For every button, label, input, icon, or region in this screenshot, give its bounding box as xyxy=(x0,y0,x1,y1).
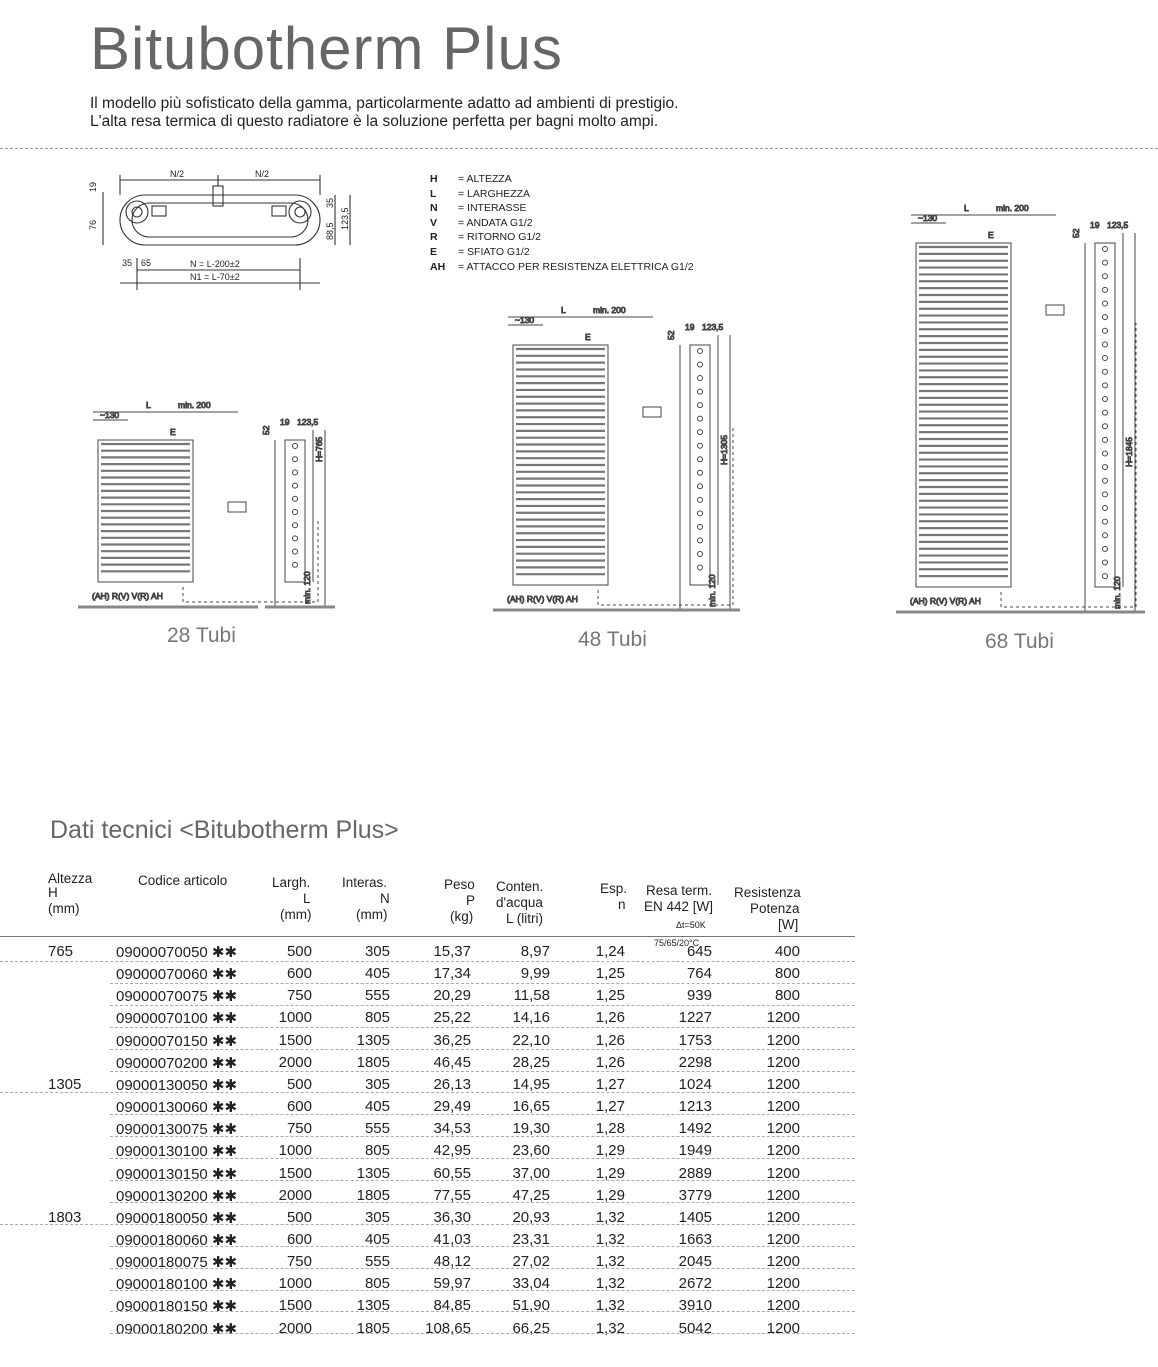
cell-c: 27,02 xyxy=(512,1253,550,1271)
label-123: 123,5 xyxy=(702,322,724,332)
cell-w: 1200 xyxy=(766,1009,800,1027)
hdr-peso-1: Peso xyxy=(444,877,475,892)
label-19: 19 xyxy=(280,417,290,427)
table-row xyxy=(0,1203,1158,1225)
cell-e: 1,26 xyxy=(595,1053,625,1071)
cell-r: 1024 xyxy=(678,1075,712,1093)
cell-r: 939 xyxy=(686,987,712,1005)
hdr-resa-4: 75/65/20°C xyxy=(654,938,700,948)
table-row xyxy=(0,1071,1158,1093)
legend-text: = ANDATA G1/2 xyxy=(458,216,533,229)
cell-c: 28,25 xyxy=(512,1053,550,1071)
cell-w: 400 xyxy=(774,943,800,960)
cell-p: 59,97 xyxy=(433,1275,471,1293)
label-min200: min. 200 xyxy=(593,305,626,315)
cell-p: 17,34 xyxy=(433,965,471,983)
cell-r: 764 xyxy=(686,965,712,983)
label-min120: min. 120 xyxy=(302,571,312,604)
cell-code: 09000180060 ✱✱ xyxy=(116,1231,238,1249)
hdr-esp-1: Esp. xyxy=(600,881,628,896)
cell-c: 20,93 xyxy=(512,1208,550,1226)
cell-code: 09000070200 ✱✱ xyxy=(116,1054,238,1072)
cell-p: 60,55 xyxy=(433,1164,471,1182)
cell-c: 19,30 xyxy=(512,1120,550,1138)
label-52: 52 xyxy=(1071,228,1081,238)
hdr-resa-3: Δt=50K xyxy=(676,920,706,930)
cell-w: 1200 xyxy=(766,1031,800,1049)
cell-l: 750 xyxy=(286,1253,312,1271)
cell-e: 1,27 xyxy=(595,1075,625,1093)
legend-key: L xyxy=(430,187,437,200)
cell-c: 14,16 xyxy=(512,1009,550,1027)
cell-l: 600 xyxy=(286,965,312,983)
dim-65: 65 xyxy=(141,258,152,268)
legend-text: = SFIATO G1/2 xyxy=(458,245,530,258)
table-row xyxy=(0,1093,1158,1115)
radiator-drawing-28 xyxy=(78,400,335,607)
cell-r: 1492 xyxy=(678,1120,712,1138)
cell-e: 1,26 xyxy=(595,1031,625,1049)
cell-n: 805 xyxy=(364,1142,390,1160)
legend-text: = ALTEZZA xyxy=(458,173,512,185)
cell-c: 37,00 xyxy=(512,1164,550,1182)
legend-key: AH xyxy=(430,260,446,273)
hdr-resa-1: Resa term. xyxy=(646,883,713,898)
cell-p: 36,30 xyxy=(433,1208,471,1226)
hdr-codice: Codice articolo xyxy=(138,873,228,888)
cell-l: 750 xyxy=(286,987,312,1005)
hdr-largh-2: L xyxy=(303,891,311,906)
cell-w: 1200 xyxy=(766,1297,800,1315)
cell-r: 1227 xyxy=(678,1009,712,1027)
cell-p: 25,22 xyxy=(433,1009,471,1027)
hdr-resistenza-3: [W] xyxy=(778,917,799,932)
cell-code: 09000070050 ✱✱ xyxy=(116,944,238,961)
label-min200: min. 200 xyxy=(996,203,1029,213)
cell-p: 84,85 xyxy=(433,1297,471,1315)
label-connections: (AH) R(V) V(R) AH xyxy=(507,594,578,604)
cell-l: 600 xyxy=(286,1098,312,1116)
cell-code: 09000070150 ✱✱ xyxy=(116,1032,238,1050)
legend-key: R xyxy=(430,231,438,244)
cell-r: 2045 xyxy=(678,1253,712,1271)
label-130: ~130 xyxy=(515,315,535,325)
cell-e: 1,29 xyxy=(595,1142,625,1160)
cell-l: 500 xyxy=(286,943,312,960)
cell-l: 750 xyxy=(286,1120,312,1138)
cell-w: 800 xyxy=(774,965,800,983)
table-row xyxy=(0,1290,1158,1316)
header-divider xyxy=(0,936,855,937)
hdr-interas-1: Interas. xyxy=(342,875,388,890)
table-row xyxy=(0,1159,1158,1181)
hdr-resa-2: EN 442 [W] xyxy=(644,899,714,914)
hdr-interas-2: N xyxy=(380,891,390,906)
cell-n: 1805 xyxy=(356,1186,390,1204)
label-connections: (AH) R(V) V(R) AH xyxy=(92,591,163,601)
table-row xyxy=(0,1050,1158,1072)
radiator-drawing-48 xyxy=(493,305,740,610)
cell-r: 2889 xyxy=(678,1164,712,1182)
cell-c: 23,31 xyxy=(512,1230,550,1248)
label-130: ~130 xyxy=(100,410,120,420)
cell-l: 1500 xyxy=(278,1164,312,1182)
cell-code: 09000130200 ✱✱ xyxy=(116,1187,238,1205)
cell-e: 1,28 xyxy=(595,1120,625,1138)
cell-e: 1,32 xyxy=(595,1319,625,1337)
cell-code: 09000180100 ✱✱ xyxy=(116,1276,238,1294)
label-min200: min. 200 xyxy=(178,400,211,410)
legend-key: N xyxy=(430,202,438,215)
hdr-peso-2: P xyxy=(466,893,476,908)
cell-code: 09000180150 ✱✱ xyxy=(116,1298,238,1316)
cell-c: 47,25 xyxy=(512,1186,550,1204)
dim-19: 19 xyxy=(88,181,98,192)
cell-r: 2298 xyxy=(678,1053,712,1071)
legend-text: = LARGHEZZA xyxy=(458,187,531,200)
label-19: 19 xyxy=(685,322,695,332)
cell-p: 15,37 xyxy=(433,943,471,960)
label-52: 52 xyxy=(666,330,676,340)
cell-c: 16,65 xyxy=(512,1098,550,1116)
cell-h: 765 xyxy=(48,943,74,960)
cell-e: 1,26 xyxy=(595,1009,625,1027)
cell-e: 1,32 xyxy=(595,1230,625,1248)
legend-text: = RITORNO G1/2 xyxy=(458,231,541,244)
cell-n: 1805 xyxy=(356,1053,390,1071)
cell-w: 1200 xyxy=(766,1075,800,1093)
hdr-interas-3: (mm) xyxy=(356,907,388,922)
legend-text: = ATTACCO PER RESISTENZA ELETTRICA G1/2 xyxy=(458,260,694,273)
cell-p: 26,13 xyxy=(433,1075,471,1093)
intro-line-2: L'alta resa termica di questo radiatore è la soluzione perfetta per bagni molto ampi. xyxy=(90,113,659,130)
cell-code: 09000130075 ✱✱ xyxy=(116,1121,238,1139)
cell-code: 09000070075 ✱✱ xyxy=(116,988,238,1006)
cell-c: 51,90 xyxy=(512,1297,550,1315)
label-E: E xyxy=(170,427,176,437)
label-52: 52 xyxy=(261,425,271,435)
cell-n: 405 xyxy=(364,1098,390,1116)
caption-28-tubi: 28 Tubi xyxy=(167,624,236,647)
cell-c: 11,58 xyxy=(513,987,550,1005)
cell-r: 5042 xyxy=(678,1319,712,1337)
caption-68-tubi: 68 Tubi xyxy=(985,630,1054,653)
cell-c: 22,10 xyxy=(512,1031,550,1049)
table-row xyxy=(0,962,1158,984)
cell-c: 33,04 xyxy=(512,1275,550,1293)
table-row xyxy=(0,984,1158,1006)
label-123: 123,5 xyxy=(297,417,319,427)
cell-w: 1200 xyxy=(766,1164,800,1182)
dim-n2-left: N/2 xyxy=(170,169,185,179)
cell-code: 09000180200 ✱✱ xyxy=(116,1320,238,1338)
cell-n: 405 xyxy=(364,1230,390,1248)
cell-p: 46,45 xyxy=(433,1053,471,1071)
cell-c: 14,95 xyxy=(512,1075,550,1093)
cell-w: 1200 xyxy=(766,1319,800,1337)
cell-e: 1,29 xyxy=(595,1186,625,1204)
table-row xyxy=(0,1247,1158,1272)
hdr-largh-3: (mm) xyxy=(280,907,312,922)
dim-35: 35 xyxy=(325,197,335,208)
cell-w: 1200 xyxy=(766,1275,800,1293)
row-divider xyxy=(110,1333,855,1334)
cell-n: 1305 xyxy=(356,1297,390,1315)
hdr-peso-3: (kg) xyxy=(450,909,474,924)
cell-n: 805 xyxy=(364,1009,390,1027)
intro-text xyxy=(90,95,678,131)
cell-n: 305 xyxy=(364,943,390,960)
table-row xyxy=(0,940,1158,962)
label-min120: min. 120 xyxy=(707,574,717,607)
cell-l: 500 xyxy=(286,1208,312,1226)
cell-p: 41,03 xyxy=(433,1230,471,1248)
cell-l: 500 xyxy=(286,1075,312,1093)
table-title: Dati tecnici <Bitubotherm Plus> xyxy=(50,816,399,844)
formula-n1: N1 = L-70±2 xyxy=(190,272,240,282)
cell-r: 2672 xyxy=(678,1275,712,1293)
cell-code: 09000130050 ✱✱ xyxy=(116,1076,238,1094)
cell-p: 34,53 xyxy=(433,1120,471,1138)
cell-r: 3910 xyxy=(678,1297,712,1315)
label-19: 19 xyxy=(1090,220,1100,230)
cell-r: 1663 xyxy=(678,1230,712,1248)
intro-line-1: Il modello più sofisticato della gamma, particolarmente adatto ad ambienti di prestigio. xyxy=(90,95,679,112)
cell-w: 1200 xyxy=(766,1120,800,1138)
cell-n: 405 xyxy=(364,965,390,983)
cell-l: 2000 xyxy=(278,1186,312,1204)
cell-p: 48,12 xyxy=(433,1253,471,1271)
hdr-conten-3: L (litri) xyxy=(506,911,543,926)
cell-p: 29,49 xyxy=(433,1098,471,1116)
label-min120: min. 120 xyxy=(1112,576,1122,609)
cell-c: 23,60 xyxy=(512,1142,550,1160)
dim-76: 76 xyxy=(88,219,98,230)
cell-e: 1,32 xyxy=(595,1253,625,1271)
label-L: L xyxy=(146,400,151,410)
formula-n: N = L-200±2 xyxy=(190,259,240,269)
cell-code: 09000130060 ✱✱ xyxy=(116,1099,238,1117)
label-height: H=1845 xyxy=(1124,436,1134,467)
label-connections: (AH) R(V) V(R) AH xyxy=(910,596,981,606)
label-E: E xyxy=(988,230,994,240)
cell-code: 09000070100 ✱✱ xyxy=(116,1010,238,1028)
cell-e: 1,24 xyxy=(595,943,625,960)
dim-35b: 35 xyxy=(122,258,133,268)
page-title: Bitubotherm Plus xyxy=(90,15,563,82)
cell-h: 1803 xyxy=(48,1208,82,1226)
table-row xyxy=(0,1225,1158,1247)
cell-e: 1,27 xyxy=(595,1098,625,1116)
cell-e: 1,25 xyxy=(595,987,625,1005)
cell-w: 1200 xyxy=(766,1053,800,1071)
top-divider xyxy=(0,148,1158,149)
cell-e: 1,25 xyxy=(595,965,625,983)
cell-r: 1213 xyxy=(678,1098,712,1116)
dim-88: 88,5 xyxy=(325,222,335,240)
cell-n: 1305 xyxy=(356,1031,390,1049)
table-row xyxy=(0,1181,1158,1203)
cell-c: 9,99 xyxy=(520,965,550,983)
cell-code: 09000180075 ✱✱ xyxy=(116,1254,238,1272)
label-123: 123,5 xyxy=(1107,220,1129,230)
table-header xyxy=(0,870,900,948)
cell-w: 1200 xyxy=(766,1230,800,1248)
cell-c: 66,25 xyxy=(512,1319,550,1337)
cell-w: 1200 xyxy=(766,1208,800,1226)
cell-code: 09000180050 ✱✱ xyxy=(116,1209,238,1227)
cell-r: 1949 xyxy=(678,1142,712,1160)
table-row xyxy=(0,1137,1158,1159)
cell-r: 645 xyxy=(686,943,712,960)
cell-l: 1000 xyxy=(278,1009,312,1027)
cell-w: 1200 xyxy=(766,1186,800,1204)
cell-code: 09000130150 ✱✱ xyxy=(116,1165,238,1183)
table-row xyxy=(0,1028,1158,1050)
cell-l: 2000 xyxy=(278,1053,312,1071)
technical-drawings xyxy=(0,160,1158,680)
hdr-altezza-1: Altezza xyxy=(48,871,93,886)
cell-l: 1000 xyxy=(278,1275,312,1293)
hdr-resistenza-2: Potenza xyxy=(750,901,800,916)
table-row xyxy=(0,1006,1158,1028)
hdr-resistenza-1: Resistenza xyxy=(734,885,801,900)
cell-p: 20,29 xyxy=(433,987,471,1005)
label-L: L xyxy=(561,305,566,315)
cell-r: 1405 xyxy=(678,1208,712,1226)
cell-code: 09000130100 ✱✱ xyxy=(116,1143,238,1161)
label-height: H=765 xyxy=(314,436,324,462)
cell-p: 42,95 xyxy=(433,1142,471,1160)
label-E: E xyxy=(585,332,591,342)
cell-e: 1,29 xyxy=(595,1164,625,1182)
cell-n: 555 xyxy=(364,987,390,1005)
hdr-conten-1: Conten. xyxy=(496,879,544,894)
cell-l: 1500 xyxy=(278,1297,312,1315)
hdr-conten-2: d'acqua xyxy=(496,895,543,910)
cell-e: 1,32 xyxy=(595,1275,625,1293)
cell-w: 1200 xyxy=(766,1142,800,1160)
hdr-largh-1: Largh. xyxy=(272,875,311,890)
hdr-altezza-2: H xyxy=(48,885,58,900)
cell-l: 1000 xyxy=(278,1142,312,1160)
cell-l: 600 xyxy=(286,1230,312,1248)
cell-n: 1805 xyxy=(356,1319,390,1337)
cell-p: 77,55 xyxy=(433,1186,471,1204)
cell-w: 1200 xyxy=(766,1253,800,1271)
label-130: ~130 xyxy=(918,213,938,223)
legend-text: = INTERASSE xyxy=(458,202,527,215)
cell-code: 09000070060 ✱✱ xyxy=(116,966,238,984)
label-L: L xyxy=(964,203,969,213)
cell-n: 305 xyxy=(364,1075,390,1093)
cell-n: 555 xyxy=(364,1253,390,1271)
cell-e: 1,32 xyxy=(595,1297,625,1315)
cell-r: 1753 xyxy=(678,1031,712,1049)
legend-key: E xyxy=(430,245,438,258)
cell-w: 800 xyxy=(774,987,800,1005)
caption-48-tubi: 48 Tubi xyxy=(578,628,647,651)
cell-n: 555 xyxy=(364,1120,390,1138)
cell-n: 1305 xyxy=(356,1164,390,1182)
table-row xyxy=(0,1312,1158,1338)
legend-key: H xyxy=(430,173,438,185)
cell-p: 36,25 xyxy=(433,1031,471,1049)
label-height: H=1305 xyxy=(719,434,729,465)
cell-e: 1,32 xyxy=(595,1208,625,1226)
table-row xyxy=(0,1115,1158,1137)
cell-n: 305 xyxy=(364,1208,390,1226)
cell-h: 1305 xyxy=(48,1075,82,1093)
cell-r: 3779 xyxy=(678,1186,712,1204)
table-row xyxy=(0,1269,1158,1294)
cell-l: 1500 xyxy=(278,1031,312,1049)
cell-n: 805 xyxy=(364,1275,390,1293)
hdr-altezza-3: (mm) xyxy=(48,901,80,916)
cell-c: 8,97 xyxy=(520,943,550,960)
hdr-esp-2: n xyxy=(618,897,626,912)
cell-l: 2000 xyxy=(278,1319,312,1337)
cell-p: 108,65 xyxy=(425,1319,471,1337)
cell-w: 1200 xyxy=(766,1098,800,1116)
legend-key: V xyxy=(430,216,438,229)
dim-123: 123,5 xyxy=(340,207,350,230)
dim-n2-right: N/2 xyxy=(255,169,270,179)
radiator-drawing-68 xyxy=(896,203,1145,612)
